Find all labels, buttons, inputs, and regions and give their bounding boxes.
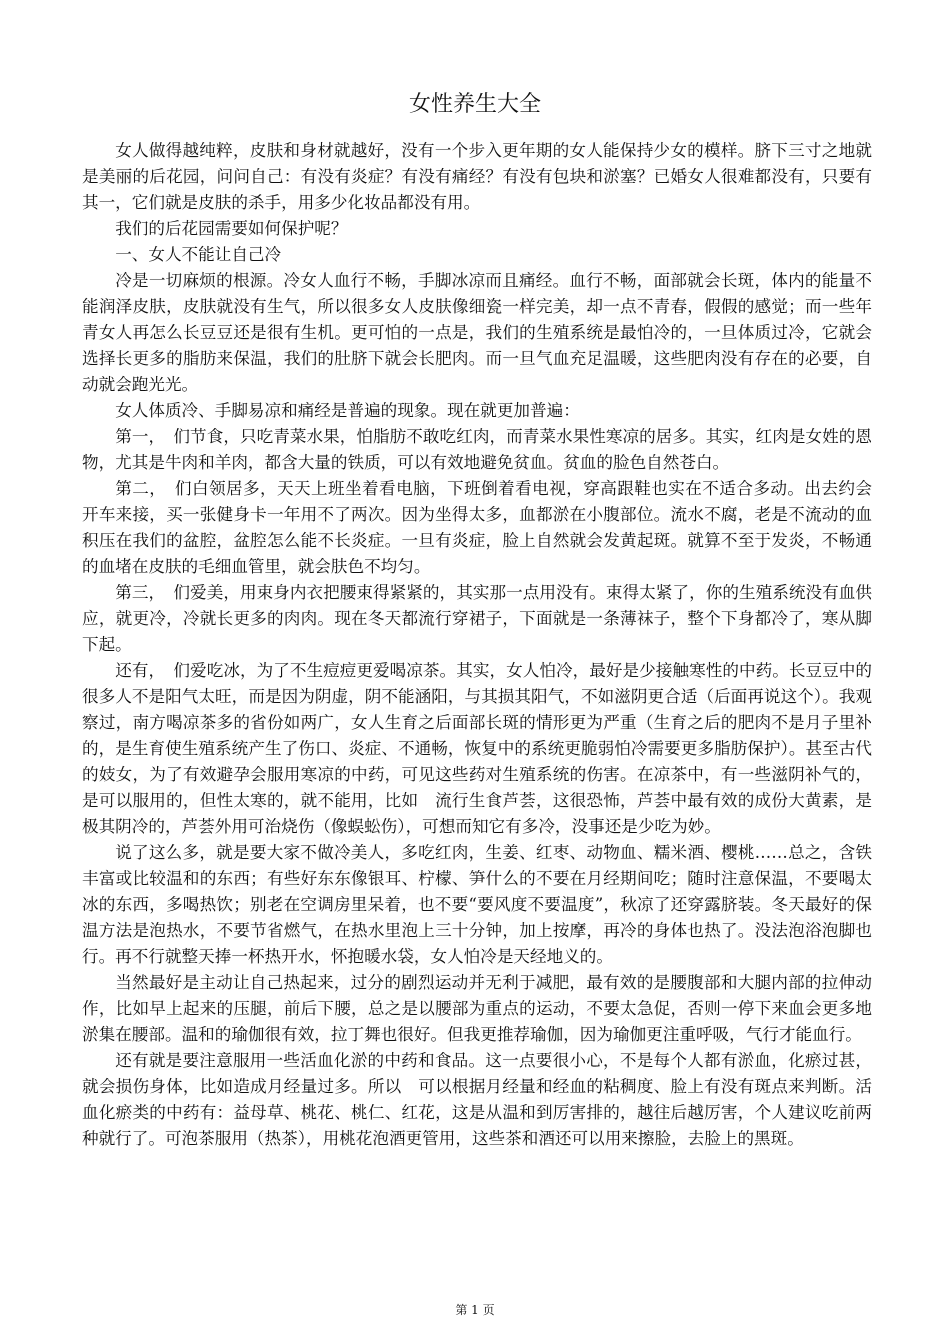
paragraph-ice: 还有， 们爱吃冰，为了不生痘痘更爱喝凉茶。其实，女人怕冷，最好是少接触寒性的中药。长豆豆中的很多人不是阳气太旺，而是因为阴虚，阴不能涵阳，与其损其阳气，不如滋阴更合适（后面再说这个）。我观察过，南方喝凉茶多的省份如两广，女人生育之后面部长斑的情形更为严重（生育之后的肥肉不是月子里补的，是生育使生殖系统产生了伤口、炎症、不通畅，恢复中的系统更脆弱怕冷需要更多脂肪保护）。甚至古代的妓女，为了有效避孕会服用寒凉的中药，可见这些药对生殖系统的伤害。在凉茶中，有一些滋阴补气的，是可以服用的，但性太寒的，就不能用，比如 流行生食芦荟，这很恐怖，芦荟中最有效的成份大黄素，是极其阴冷的，芦荟外用可治烧伤（像蜈蚣伤），可想而知它有多冷，没事还是少吃为妙。 xyxy=(82,661,872,836)
paragraph-second: 第二， 们白领居多，天天上班坐着看电脑，下班倒着看电视，穿高跟鞋也实在不适合多动。出去约会 开车来接，买一张健身卡一年用不了两次。因为坐得太多，血都淤在小腹部位。流水不腐，老是不流动的血积压在我们的盆腔，盆腔怎么能不长炎症。一旦有炎症，脸上自然就会发黄起斑。就算不至于发炎，不畅通的血堵在皮肤的毛细血管里，就会肤色不均匀。 xyxy=(82,479,889,576)
paragraph-question: 我们的后花园需要如何保护呢？ xyxy=(115,219,348,238)
page-number: 第 1 页 xyxy=(455,1303,495,1317)
document-title: 女性养生大全 xyxy=(408,92,541,117)
paragraph-intro: 女人做得越纯粹，皮肤和身材就越好，没有一个步入更年期的女人能保持少女的模样。脐下三寸之地就是美丽的后花园，问问自己：有没有炎症？有没有痛经？有没有包块和淤塞？已婚女人很难都没有，只要有其一，它们就是皮肤的杀手，用多少化妆品都没有用。 xyxy=(82,141,872,212)
paragraph-exercise: 当然最好是主动让自己热起来，过分的剧烈运动并无利于减肥，最有效的是腰腹部和大腿内部的拉伸动作，比如早上起来的压腿，前后下腰，总之是以腰部为重点的运动，不要太急促，否则一停下来血会更多地淤集在腰部。温和的瑜伽很有效，拉丁舞也很好。但我更推荐瑜伽，因为瑜伽更注重呼吸，气行才能血行。 xyxy=(82,973,872,1044)
paragraph-third: 第三， 们爱美，用束身内衣把腰束得紧紧的，其实那一点用没有。束得太紧了，你的生殖系统没有血供应，就更冷，冷就长更多的肉肉。现在冬天都流行穿裙子，下面就是一条薄袜子，整个下身都冷了，寒从脚下起。 xyxy=(82,583,872,654)
paragraph-herbs: 还有就是要注意服用一些活血化淤的中药和食品。这一点要很小心，不是每个人都有淤血，化瘀过甚，就会损伤身体，比如造成月经量过多。所以 可以根据月经量和经血的粘稠度、脸上有没有斑点来判断。活血化瘀类的中药有：益母草、桃花、桃仁、红花，这是从温和到厉害排的，越往后越厉害，个人建议吃前两种就行了。可泡茶服用（热茶），用桃花泡酒更管用，这些茶和酒还可以用来擦脸，去脸上的黑斑。 xyxy=(82,1051,872,1148)
paragraph-first: 第一， 们节食，只吃青菜水果，怕脂肪不敢吃红肉，而青菜水果性寒凉的居多。其实，红肉是女姓的恩物，尤其是牛肉和羊肉，都含大量的铁质，可以有效地避免贫血。贫血的脸色自然苍白。 xyxy=(82,427,872,472)
paragraph-cold-root: 冷是一切麻烦的根源。冷女人血行不畅，手脚冰凉而且痛经。血行不畅，面部就会长斑，体内的能量不能润泽皮肤，皮肤就没有生气，所以很多女人皮肤像细瓷一样完美，却一点不青春，假假的感觉；而一些年青女人再怎么长豆豆还是很有生机。更可怕的一点是，我们的生殖系统是最怕冷的，一旦体质过冷，它就会选择长更多的脂肪来保温，我们的肚脐下就会长肥肉。而一旦气血充足温暖，这些肥肉没有存在的必要，自动就会跑光光。 xyxy=(82,271,872,394)
section-heading: 一、女人不能让自己冷 xyxy=(115,245,282,264)
paragraph-common: 女人体质冷、手脚易凉和痛经是普遍的现象。现在就更加普遍： xyxy=(115,401,580,420)
document-body xyxy=(82,138,889,1152)
paragraph-summary: 说了这么多，就是要大家不做冷美人，多吃红肉，生姜、红枣、动物血、糯米酒、樱桃……总之，含铁丰富或比较温和的东西；有些好东东像银耳、柠檬、笋什么的不要在月经期间吃；随时注意保温，不要喝太冰的东西，多喝热饮；别老在空调房里呆着，也不要“要风度不要温度”，秋凉了还穿露脐装。冬天最好的保温方法是泡热水，不要节省燃气，在热水里泡上三十分钟，加上按摩，再冷的身体也热了。没法泡浴泡脚也行。再不行就整天捧一杯热开水，怀抱暖水袋，女人怕冷是天经地义的。 xyxy=(82,843,872,966)
